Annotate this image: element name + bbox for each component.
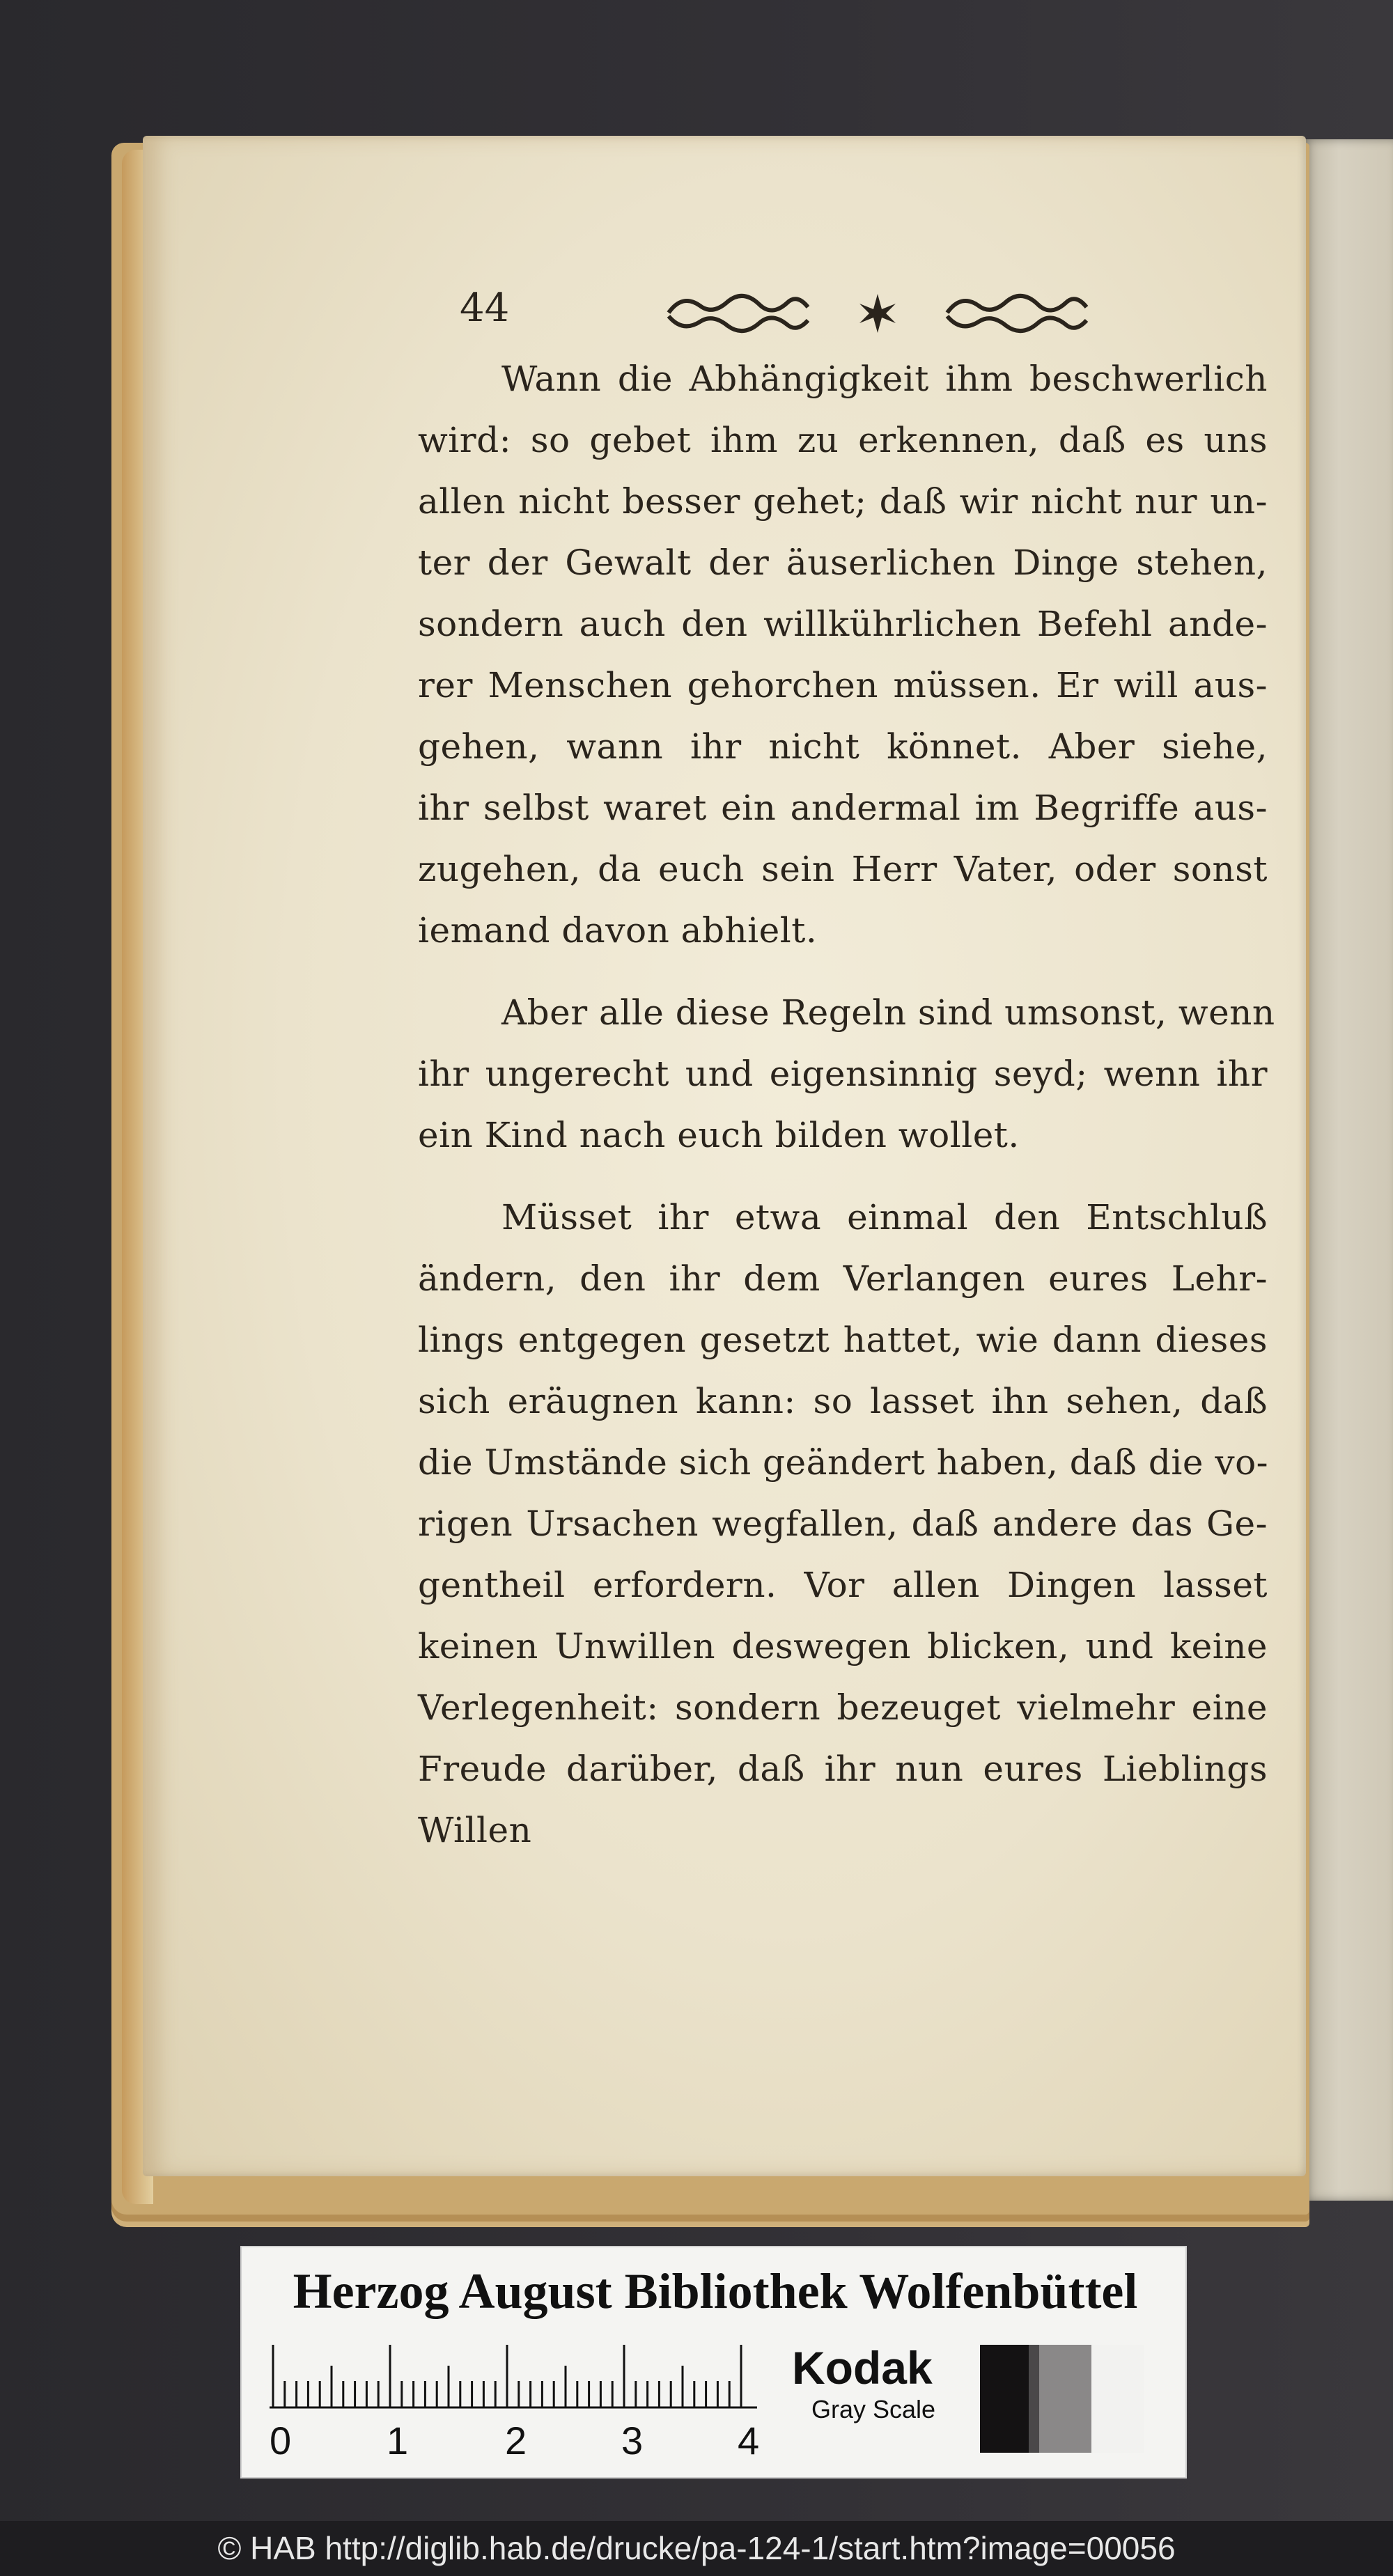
ruler-icon — [270, 2338, 757, 2414]
text-line: die Umstände sich geändert haben, daß die vo- — [418, 1442, 1269, 1483]
ruler-numbers — [270, 2418, 760, 2467]
text-line: ein Kind nach euch bilden wollet. — [418, 1115, 1020, 1155]
text-line: wird: so gebet ihm zu erkennen, daß es uns — [418, 420, 1268, 460]
paragraph-2 — [418, 982, 1275, 1166]
text-line: allen nicht besser gehet; daß wir nicht nur un- — [418, 481, 1268, 522]
paragraph-1 — [418, 348, 1268, 961]
adjacent-page — [1302, 139, 1393, 2201]
page-body — [418, 348, 1275, 1882]
kodak-logo: Kodak — [792, 2342, 933, 2394]
color-calibration-card — [240, 2246, 1187, 2479]
text-line: rer Menschen gehorchen müssen. Er will aus- — [418, 665, 1268, 705]
footer-credit: © HAB http://diglib.hab.de/drucke/pa-124-1/start.htm?image=00056 — [0, 2521, 1393, 2576]
swatch-mid — [1039, 2345, 1091, 2453]
catchword: Willen — [418, 1810, 532, 1850]
ruler-number: 4 — [738, 2419, 760, 2462]
text-line: lings entgegen gesetzt hattet, wie dann dieses — [418, 1320, 1268, 1360]
page-number: 44 — [460, 286, 510, 331]
text-line: gentheil erfordern. Vor allen Dingen lasset — [418, 1565, 1268, 1605]
paragraph-3 — [418, 1187, 1268, 1861]
text-line: sondern auch den willkührlichen Befehl ande- — [418, 604, 1268, 644]
text-line: Müsset ihr etwa einmal den Entschluß — [501, 1197, 1268, 1238]
header-ornament-icon — [655, 288, 1100, 337]
ruler-number: 2 — [505, 2419, 527, 2462]
text-line: ter der Gewalt der äuserlichen Dinge stehen, — [418, 542, 1268, 583]
text-line: iemand davon abhielt. — [418, 910, 818, 951]
text-line: ihr selbst waret ein andermal im Begriffe aus- — [418, 788, 1268, 828]
gray-swatches — [980, 2345, 1144, 2453]
ruler-number: 3 — [621, 2419, 644, 2462]
library-name: Herzog August Bibliothek Wolfenbüttel — [293, 2263, 1138, 2319]
text-line: sich eräugnen kann: so lasset ihn sehen, daß — [418, 1381, 1268, 1421]
text-line: ihr ungerecht und eigensinnig seyd; wenn ihr — [418, 1054, 1268, 1094]
ruler-number: 1 — [387, 2419, 409, 2462]
swatch-dark — [1029, 2345, 1039, 2453]
text-line: Verlegenheit: sondern bezeuget vielmehr eine — [418, 1687, 1268, 1728]
page-header — [460, 286, 1268, 348]
text-line: keinen Unwillen deswegen blicken, und keine — [418, 1626, 1268, 1666]
swatch-black — [980, 2345, 1029, 2453]
text-line: gehen, wann ihr nicht könnet. Aber siehe, — [418, 726, 1268, 767]
swatch-white — [1091, 2345, 1144, 2453]
gray-scale-label: Gray Scale — [811, 2395, 936, 2423]
ruler-number: 0 — [270, 2419, 292, 2462]
text-line: Freude darüber, daß ihr nun eures Lieblings — [418, 1749, 1268, 1789]
text-line: ändern, den ihr dem Verlangen eures Lehr- — [418, 1258, 1268, 1299]
text-line: Aber alle diese Regeln sind umsonst, wenn — [501, 992, 1275, 1033]
text-line: Wann die Abhängigkeit ihm beschwerlich — [501, 359, 1268, 399]
text-line: rigen Ursachen wegfallen, daß andere das Ge- — [418, 1504, 1268, 1544]
text-line: zugehen, da euch sein Herr Vater, oder sonst — [418, 849, 1268, 889]
